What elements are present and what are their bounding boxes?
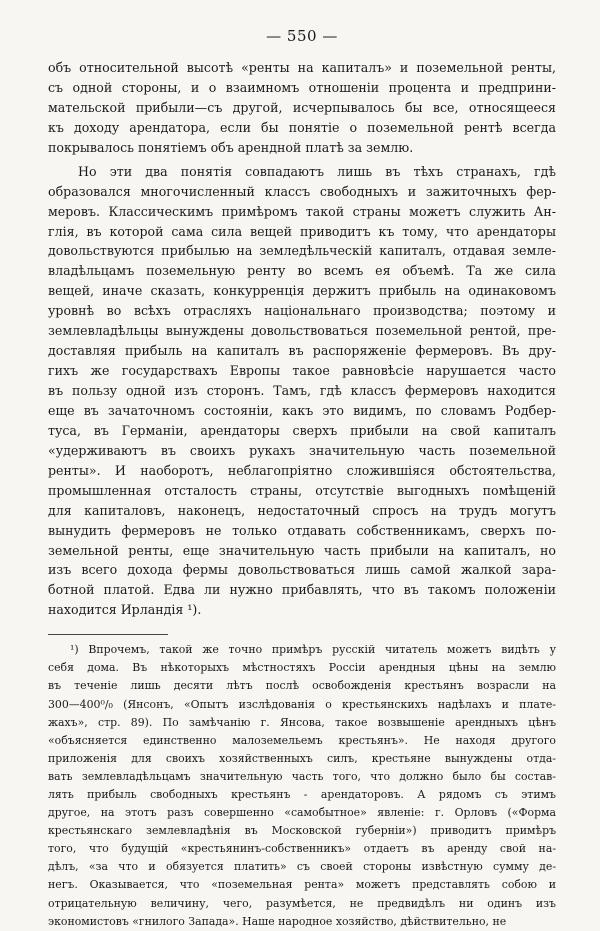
footnote-line: отрицательную величину, чего, разумѣется, не предвидѣлъ ни одинъ изъ <box>48 896 556 910</box>
footnote-line: дѣлъ, «за что и обязуется платить» съ своей стороны извѣстную сумму де- <box>48 860 556 874</box>
text-line: для капиталовъ, наконецъ, недостаточный спросъ на трудъ могутъ <box>48 502 556 518</box>
footnote-line: 300—400⁰/₀ (Янсонъ, «Опытъ изслѣдованія о крестьянскихъ надѣлахъ и платe- <box>48 697 556 711</box>
footnote-line: негъ. Оказывается, что «поземельная рента» можетъ представлять собою и <box>48 878 556 892</box>
text-line: находится Ирландія ¹). <box>48 602 202 618</box>
text-line: образовался многочисленный классъ свободныхъ и зажиточныхъ фер- <box>48 183 556 199</box>
text-line: довольствуются прибылью на земледѣльческій капиталъ, отдавая земле- <box>48 243 556 259</box>
paragraph <box>48 58 556 158</box>
text-line: съ одной стороны, и о взаимномъ отношеніи процента и предприни- <box>48 79 556 95</box>
text-line: ренты». И наоборотъ, неблагопріятно сложившіяся обстоятельства, <box>48 462 556 478</box>
text-line: Но эти два понятія совпадаютъ лишь въ тѣхъ странахъ, гдѣ <box>78 163 556 179</box>
footnote-line: того, что будущій «крестьянинъ-собственникъ» отдаетъ въ аренду свой на- <box>48 842 556 856</box>
footnote-line: лять прибыль свободныхъ крестьянъ - арендаторовъ. А рядомъ съ этимъ <box>48 788 556 801</box>
footnote-rule <box>48 634 168 635</box>
text-line: доставляя прибыль на капиталъ въ распоряженіе фермеровъ. Въ дру- <box>48 343 556 359</box>
text-line: изъ всего дохода фермы довольствоваться лишь самой жалкой зара- <box>48 562 556 578</box>
text-line: мательской прибыли—съ другой, исчерпывалось бы все, относящееся <box>48 99 556 115</box>
text-line: промышленная отсталость страны, отсутствіе выгодныхъ помѣщеній <box>48 482 556 498</box>
text-line: глія, въ которой сама сила вещей приводитъ къ тому, что арендаторы <box>48 223 556 239</box>
footnote-line: въ теченіе лишь десяти лѣтъ послѣ освобожденія крестьянъ возрасли на <box>48 679 556 693</box>
text-line: «удерживаютъ въ своихъ рукахъ значительную часть поземельной <box>48 442 556 458</box>
footnote-line: крестьянскаго землевладѣнія въ Московской губерніи») приводитъ примѣръ <box>48 824 556 838</box>
text-line: вынудить фермеровъ не только отдавать собственникамъ, сверхъ по- <box>48 522 556 538</box>
text-line: къ доходу арендатора, если бы понятіе о поземельной рентѣ всегда <box>48 119 556 135</box>
document-page <box>48 26 556 931</box>
paragraph <box>48 162 556 621</box>
footnote-line: «объясняется единственно малоземельемъ крестьянъ». Не находя другого <box>48 733 556 747</box>
text-line: вещей, иначе сказать, конкурренція держитъ прибыль на одинаковомъ <box>48 283 556 299</box>
text-line: туса, въ Германіи, арендаторы сверхъ прибыли на свой капиталъ <box>48 422 556 438</box>
footnote-line: вать землевладѣльцамъ значительную часть того, что должно было бы состав- <box>48 769 556 783</box>
text-line: въ пользу одной изъ сторонъ. Тамъ, гдѣ классъ фермеровъ находится <box>48 383 556 398</box>
text-line: уровнѣ во всѣхъ отрасляхъ національнаго производства; поэтому и <box>48 303 556 319</box>
footnote <box>48 641 556 931</box>
footnote-line: себя дома. Въ нѣкоторыхъ мѣстностяхъ Россіи арендныя цѣны на землю <box>48 661 556 675</box>
text-line: гихъ же государствахъ Европы такое равновѣсіе нарушается часто <box>48 363 556 379</box>
body-text <box>48 58 556 620</box>
footnote-line: экономистовъ «гнилого Запада». Наше народное хозяйство, дѣйствительно, не <box>48 914 507 928</box>
footnote-line: ¹) Впрочемъ, такой же точно примѣръ русскій читатель можетъ видѣть у <box>70 643 556 657</box>
text-line: ботной платой. Едва ли нужно прибавлять, что въ такомъ положеніи <box>48 582 556 598</box>
footnote-line: жахъ», стр. 89). По замѣчанію г. Янсова, такое возвышеніе арендныхъ цѣнъ <box>48 715 556 729</box>
page-number: — 550 — <box>266 27 338 45</box>
footnote-line: приложенія для своихъ хозяйственныхъ силъ, крестьяне вынуждены отда- <box>48 751 556 765</box>
text-line: объ относительной высотѣ «ренты на капиталъ» и поземельной ренты, <box>48 60 556 75</box>
text-line: меровъ. Классическимъ примѣромъ такой страны можетъ служить Ан- <box>48 203 556 219</box>
text-line: землевладѣльцы вынуждены довольствоваться поземельной рентой, пре- <box>48 323 556 339</box>
text-line: покрывалось понятіемъ объ арендной платѣ за землю. <box>48 139 414 155</box>
text-line: владѣльцамъ поземельную ренту во всемъ ея объемѣ. Та же сила <box>48 263 556 279</box>
text-line: еще въ зачаточномъ состояніи, какъ это видимъ, по словамъ Родбер- <box>48 402 556 418</box>
footnote-line: другое, на этотъ разъ совершенно «самобытное» явленіе: г. Орловъ («Форма <box>48 806 556 820</box>
text-line: земельной ренты, еще значительную часть прибыли на капиталъ, но <box>48 542 556 558</box>
